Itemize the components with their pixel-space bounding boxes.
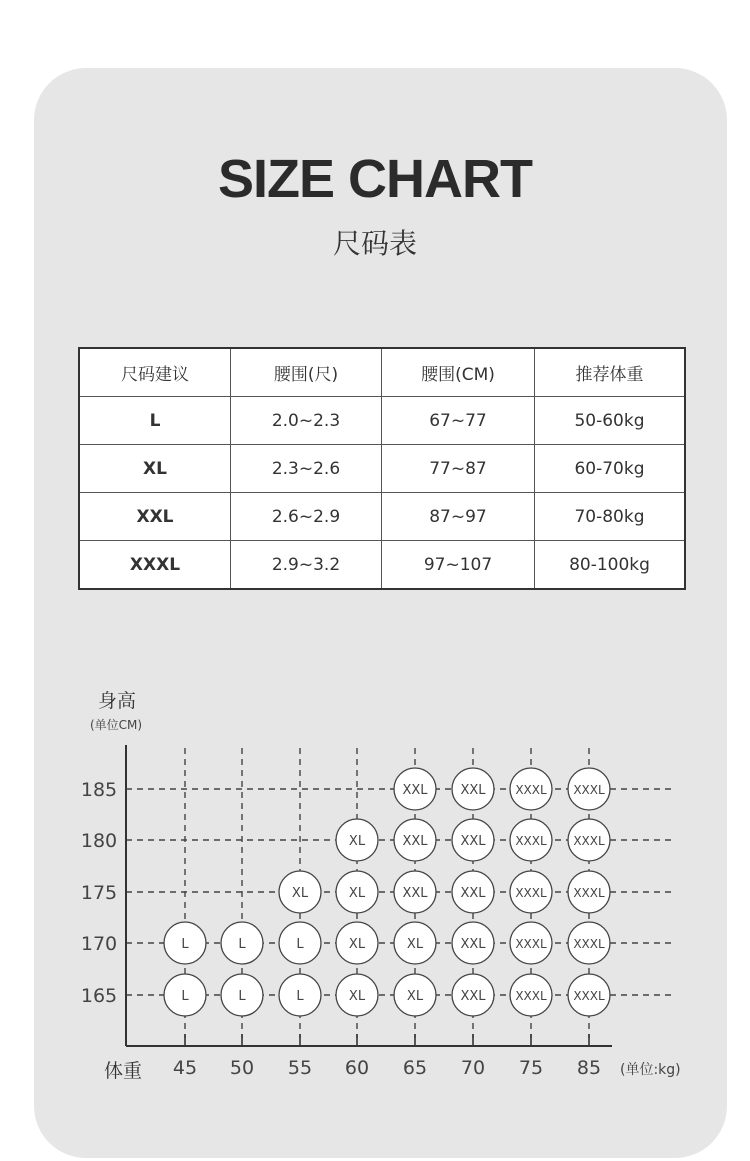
size-circle-label: XXXL [573, 834, 605, 848]
size-circle-label: XL [348, 834, 366, 849]
size-circle-label: L [238, 937, 246, 952]
size-circle-label: XXL [460, 834, 486, 849]
size-circle-label: XXL [460, 989, 486, 1004]
size-circle-label: XXXL [515, 886, 547, 900]
table-header-cell: 腰围(尺) [231, 348, 382, 397]
size-circle-label: L [181, 989, 189, 1004]
x-axis-label: 体重 [104, 1060, 143, 1082]
size-circle-label: XXL [402, 783, 428, 798]
x-tick-label: 75 [518, 1057, 544, 1079]
table-cell: L [79, 397, 231, 445]
size-circle-label: XXL [402, 886, 428, 901]
table-cell: 97~107 [382, 541, 535, 590]
size-circle-label: XXXL [515, 989, 547, 1003]
size-circle-label: XL [406, 937, 424, 952]
size-circle-label: XXXL [515, 834, 547, 848]
y-axis-unit: (单位CM) [90, 718, 143, 732]
size-circle-label: XXXL [573, 783, 605, 797]
size-circle-label: XL [348, 989, 366, 1004]
size-circle-label: L [181, 937, 189, 952]
x-tick-label: 55 [287, 1057, 313, 1079]
table-cell: 67~77 [382, 397, 535, 445]
y-tick-label: 175 [80, 882, 118, 904]
size-circle-label: XXXL [515, 937, 547, 951]
table-header-cell: 尺码建议 [79, 348, 231, 397]
size-circle-label: XXL [460, 937, 486, 952]
table-cell: XXXL [79, 541, 231, 590]
y-axis-label: 身高 [98, 690, 137, 712]
title-english: SIZE CHART [218, 149, 532, 209]
table-cell: 2.0~2.3 [231, 397, 382, 445]
size-circle-label: XXL [460, 886, 486, 901]
table-cell: 50-60kg [535, 397, 686, 445]
x-tick-label: 70 [460, 1057, 486, 1079]
table-cell: XL [79, 445, 231, 493]
x-tick-label: 85 [576, 1057, 602, 1079]
size-circle-label: XXXL [573, 886, 605, 900]
table-header-cell: 推荐体重 [535, 348, 686, 397]
x-tick-label: 45 [172, 1057, 198, 1079]
size-circle-label: L [296, 989, 304, 1004]
size-circle-label: XXL [402, 834, 428, 849]
title-chinese: 尺码表 [332, 227, 417, 260]
y-tick-label: 185 [80, 779, 118, 801]
table-header-cell: 腰围(CM) [382, 348, 535, 397]
table-cell: 80-100kg [535, 541, 686, 590]
table-cell: 2.3~2.6 [231, 445, 382, 493]
size-circle-label: L [238, 989, 246, 1004]
size-circle-label: L [296, 937, 304, 952]
table-cell: XXL [79, 493, 231, 541]
y-tick-label: 180 [80, 830, 118, 852]
size-circle-label: XL [348, 886, 366, 901]
size-circle-label: XXXL [515, 783, 547, 797]
y-tick-label: 170 [80, 933, 118, 955]
table-cell: 87~97 [382, 493, 535, 541]
x-axis-unit: (单位:kg) [620, 1062, 681, 1078]
size-circle-label: XL [291, 886, 309, 901]
table-cell: 2.6~2.9 [231, 493, 382, 541]
size-circle-label: XXXL [573, 937, 605, 951]
table-cell: 2.9~3.2 [231, 541, 382, 590]
y-tick-label: 165 [80, 985, 118, 1007]
x-tick-label: 50 [229, 1057, 255, 1079]
size-circle-label: XL [406, 989, 424, 1004]
size-circle-label: XL [348, 937, 366, 952]
x-tick-label: 60 [344, 1057, 370, 1079]
table-cell: 60-70kg [535, 445, 686, 493]
table-cell: 77~87 [382, 445, 535, 493]
x-tick-label: 65 [402, 1057, 428, 1079]
size-circle-label: XXL [460, 783, 486, 798]
size-circle-label: XXXL [573, 989, 605, 1003]
table-cell: 70-80kg [535, 493, 686, 541]
